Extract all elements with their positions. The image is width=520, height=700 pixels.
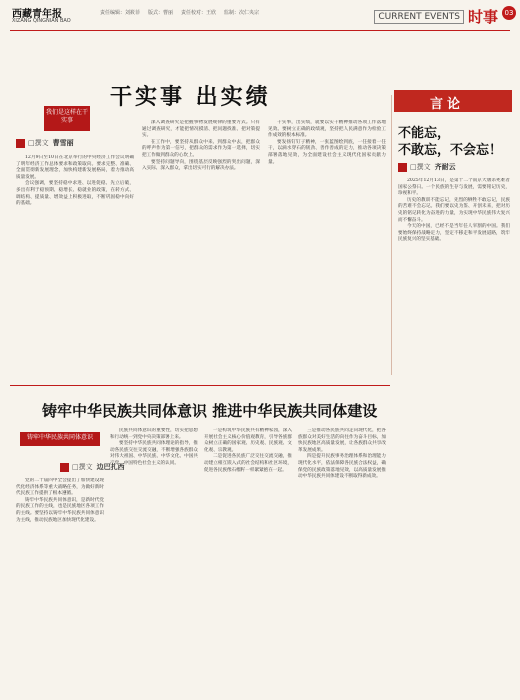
article2-column-2: [110, 428, 198, 693]
byline-author: 边巴扎西: [96, 462, 125, 471]
meta-proof: 责任校对：王欣: [181, 10, 217, 16]
column-divider: [391, 95, 392, 375]
article2-column-3: [204, 428, 292, 693]
page-header: [0, 0, 520, 40]
paragraph: 今天的中国，已经不是当年任人宰割的中国。我们要始终保持战略定力，坚定不移走和平发展道路，筑牢民族复兴的坚实基础。: [398, 224, 510, 243]
page-number: 03: [502, 6, 516, 20]
paragraph: 干实事，出实绩，就要以实干精神推动各项工作落地见效。要树立正确的政绩观，坚持把人民满意作为检验工作成效的根本标准。: [268, 120, 386, 139]
section-header: [374, 6, 498, 27]
paragraph: 会议强调，要坚持稳中求进、以进促稳、先立后破，多出有利于稳预期、稳增长、稳就业的政策，在转方式、调结构、提质量、增效益上积极进取，不断巩固稳中向好的基础。: [16, 181, 134, 207]
meta-editor: 责任编辑：刘筱菲: [100, 10, 141, 16]
paragraph: 12月9日至10日在北京举行的中央经济工作会议明确了明年经济工作总体要求和政策取向。要求完整、准确、全面贯彻新发展理念，加快构建新发展格局，着力推动高质量发展。: [16, 155, 134, 180]
paragraph: 铸牢中华民族共同体意识，是新时代党的民族工作的主线，也是民族地区各项工作的主线。要坚持以铸牢中华民族共同体意识为主线，推动民族地区加快现代化建设。: [16, 497, 104, 523]
paragraph: 党的二十届四中全会提出了加快建设现代化经济体系等重大战略任务，为做好新时代民族工作提供了根本遵循。: [16, 478, 104, 497]
byline-icon: [16, 139, 25, 148]
paragraph: 要坚持问题导向，围绕基层反映强烈的突出问题，深入实际、深入群众，拿出切实可行的解决办法。: [142, 159, 260, 172]
meta-layout: 版式：曹丽: [148, 10, 174, 16]
paragraph: 在工作中，要坚持从群众中来、到群众中去，把群众的呼声作为第一信号，把群众的需求作为第一选择，切实把工作做到群众的心坎上。: [142, 139, 260, 158]
opinion-label: 言论: [430, 97, 465, 112]
paragraph: 一是构筑中华民族共有精神家园，深入开展社会主义核心价值观教育，引导各族群众树立正确的国家观、历史观、民族观、文化观、宗教观。: [204, 428, 292, 453]
paragraph: 四是提升民族事务治理体系和治理能力现代化水平，依法保障各民族合法权益，确保党的民族政策落地见效，以高质量发展推动中华民族共同体建设不断取得新成效。: [298, 454, 386, 480]
article1-column-3: [268, 120, 386, 370]
masthead-subtitle: XIZANG QINGNIAN BAO: [12, 18, 71, 24]
byline-icon: [60, 463, 69, 472]
article1-column-1: [16, 155, 134, 370]
masthead-title: 西藏青年报: [12, 9, 62, 20]
paragraph: 深入调查研究是把握事物发展规律的重要方式。只有通过调查研究，才能把情况摸清、把问题找准、把对策提实。: [142, 120, 260, 139]
article2-tag: 铸牢中华民族共同体意识: [20, 432, 100, 446]
section-rule: [10, 385, 390, 386]
article1-title: 干实事 出实绩: [110, 84, 271, 110]
paragraph: 民族共同体意识的重要性，切实把思想和行动统一到党中央决策部署上来。: [110, 428, 198, 440]
article1-byline: [16, 138, 74, 148]
opinion-title-line2: 不敢忘，不会忘！: [398, 143, 503, 158]
article2-title: 铸牢中华民族共同体意识 推进中华民族共同体建设: [42, 402, 378, 420]
byline-icon: [398, 163, 407, 172]
byline-author: 齐耐云: [434, 162, 456, 171]
paragraph: 要发扬钉钉子精神，一张蓝图绘到底，一任接着一任干，以滴水穿石的韧劲、善作善成的定力，推动各项决策部署落地见效，为全面建设社会主义现代化国家贡献力量。: [268, 139, 386, 165]
opinion-title: [398, 125, 502, 159]
paragraph: 2025年12月13日，是第十二个南京大屠杀死难者国家公祭日。一个民族的生存与发展，需要铭记历史，珍视和平。: [398, 178, 510, 197]
header-rule: [10, 30, 510, 31]
opinion-byline: [398, 162, 456, 172]
opinion-body: [398, 178, 510, 678]
paragraph: 要坚持中华民族共同体理论的指导，推动各民族交往交流交融，不断增强各族群众对伟大祖国、中华民族、中华文化、中国共产党、中国特色社会主义的认同。: [110, 441, 198, 466]
byline-author: 曹雪丽: [52, 138, 74, 147]
paragraph: 历史的教训不能忘记，先烈的牺牲不敢忘记，民族的苦难不会忘记。我们要以史为鉴、开创未来，把对历史的铭记转化为奋进的力量，为实现中华民族伟大复兴而不懈奋斗。: [398, 197, 510, 223]
byline-label: □撰文: [410, 163, 431, 171]
opinion-title-line1: 不能忘，: [398, 126, 451, 141]
meta-supervisor: 监制：次仁央宗: [224, 10, 260, 16]
article2-column-4: [298, 428, 386, 693]
editorial-meta: [100, 9, 259, 16]
section-english: CURRENT EVENTS: [374, 10, 464, 24]
article1-column-2: [142, 120, 260, 370]
article2-column-1: [16, 478, 104, 693]
article1-tag: 我们是这样在干实事: [44, 106, 90, 131]
paragraph: 三是推动各民族共同走向现代化，把各族群众对美好生活的向往作为奋斗目标，加快民族地区高质量发展，让各族群众共享改革发展成果。: [298, 428, 386, 453]
byline-label: □撰文: [72, 463, 93, 471]
byline-label: □撰文: [28, 139, 49, 147]
paragraph: 二是促进各民族广泛交往交流交融，推动建立相互嵌入式的社会结构和社区环境，促进各民族像石榴籽一样紧紧抱在一起。: [204, 454, 292, 473]
section-chinese: 时事: [467, 8, 498, 26]
